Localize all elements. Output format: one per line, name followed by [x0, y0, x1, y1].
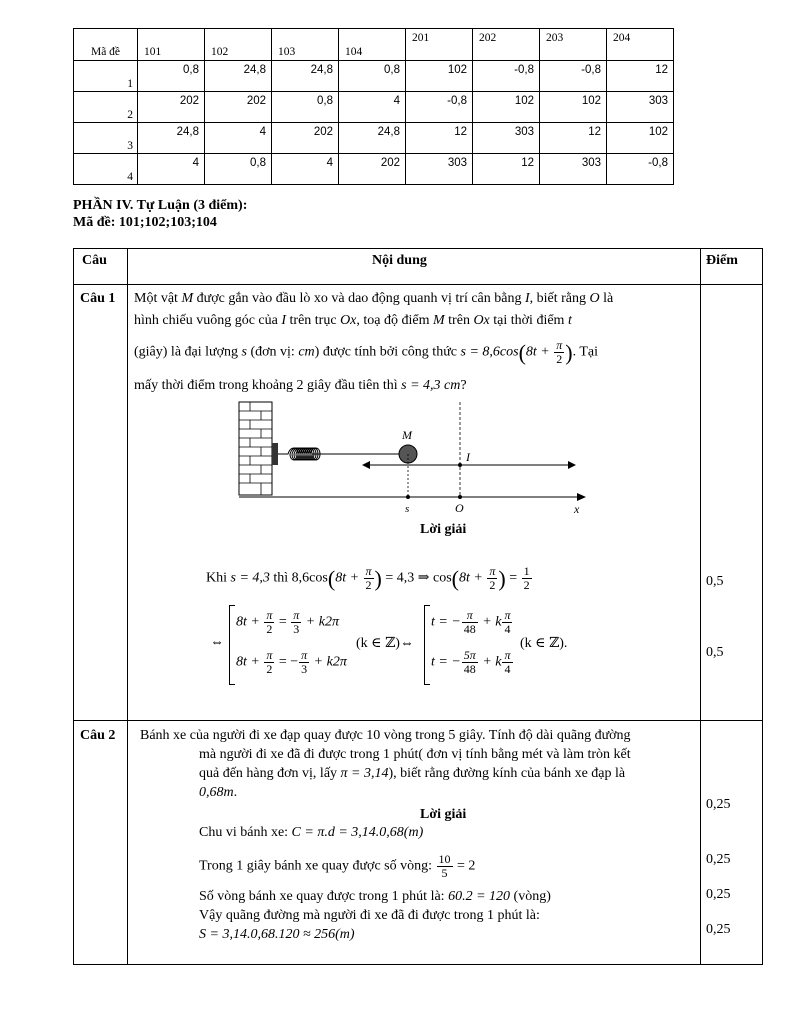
- numerator: π: [556, 338, 563, 352]
- question-1-label: Câu 1: [80, 291, 116, 306]
- section-codes: Mã đề: 101;102;103;104: [73, 215, 217, 230]
- fraction: [462, 609, 478, 636]
- var-ox: Ox: [340, 313, 357, 328]
- formula: π = 3,14: [340, 766, 389, 781]
- denominator: 48: [463, 662, 476, 676]
- var-i: I: [524, 291, 530, 306]
- paren: (: [327, 566, 336, 591]
- text: (vòng): [510, 889, 551, 904]
- text: mấy thời điểm trong khoảng 2 giây đầu tiên thì: [134, 378, 402, 393]
- numerator: π: [504, 608, 511, 622]
- code-header: 102: [205, 29, 272, 61]
- var-m: M: [433, 313, 445, 328]
- question-2-label: Câu 2: [80, 728, 116, 743]
- q2-text-line-1: Bánh xe của người đi xe đạp quay được 10 vòng trong 5 giây. Tính độ dài quãng đường: [140, 728, 631, 743]
- spring-mount: [272, 443, 278, 465]
- numerator: π: [489, 564, 496, 578]
- score: 0,25: [706, 797, 731, 812]
- formula: s = 4,3 cm: [401, 378, 461, 393]
- text: (giây) là đại lượng: [134, 344, 242, 360]
- answer-cell: 102: [540, 92, 607, 123]
- denominator: 2: [489, 578, 496, 592]
- label-i: I: [466, 450, 470, 464]
- answer-key-header-row: [74, 29, 674, 61]
- denominator: 3: [293, 622, 300, 636]
- code-header: 203: [540, 29, 607, 61]
- paren: ): [565, 340, 573, 365]
- answer-cell: -0,8: [473, 61, 540, 92]
- answer-cell: 4: [272, 154, 339, 185]
- text: trên: [444, 313, 474, 328]
- left-arrow-icon: [362, 461, 370, 469]
- fraction: [554, 339, 564, 366]
- solution-table: [73, 248, 763, 965]
- q1-text-line-3: [134, 339, 598, 366]
- fraction: [487, 565, 497, 592]
- q2-text-line-2: mà người đi xe đã đi được trong 1 phút( đơn vị tính bằng mét và làm tròn kết: [199, 747, 631, 762]
- answer-key-row: [74, 123, 674, 154]
- system-bracket: [229, 605, 235, 685]
- answer-key-row: [74, 61, 674, 92]
- k-integer-condition: [356, 635, 414, 652]
- answer-cell: 24,8: [138, 123, 205, 154]
- numerator: 5π: [463, 648, 476, 662]
- iff-symbol: ⇔: [399, 636, 414, 651]
- answer-cell: 202: [272, 123, 339, 154]
- formula: t = −: [431, 614, 461, 630]
- q2-text-line-4: [199, 784, 237, 801]
- answer-cell: 12: [607, 61, 674, 92]
- fraction: [502, 649, 512, 676]
- formula: + k2π: [310, 654, 347, 670]
- answer-key-row: [74, 92, 674, 123]
- brick-wall: [239, 402, 272, 495]
- denominator: 2: [556, 352, 563, 366]
- header-content: Nội dung: [372, 253, 427, 268]
- section-heading: [73, 197, 247, 231]
- paren: ): [374, 566, 382, 591]
- text: tại thời điểm: [489, 313, 568, 328]
- numerator: π: [266, 648, 273, 662]
- formula: thì 8,6cos: [269, 570, 328, 586]
- text: Trong 1 giây bánh xe quay được số vòng:: [199, 858, 436, 874]
- var-t: t: [567, 313, 572, 328]
- q1-text-line-1: [134, 290, 613, 307]
- code-header: 204: [607, 29, 674, 61]
- denominator: 2: [266, 662, 273, 676]
- formula: 0,68m: [199, 785, 234, 800]
- text: ) được tính bởi công thức: [314, 344, 461, 360]
- formula: + k: [478, 614, 502, 630]
- answer-cell: 24,8: [205, 61, 272, 92]
- fraction: [264, 609, 274, 636]
- column-divider: [700, 249, 701, 964]
- formula: s = 4,3: [230, 570, 270, 586]
- row-divider: [74, 720, 762, 721]
- paren: (: [451, 566, 459, 591]
- q1-solution-title: Lời giải: [420, 522, 467, 537]
- formula: = −: [275, 654, 299, 670]
- right-arrow-icon: [568, 461, 576, 469]
- point-o: [458, 495, 462, 499]
- formula: 8t +: [525, 344, 554, 360]
- q2-step-1: [199, 824, 423, 841]
- iff-symbol: ⇔: [210, 635, 224, 650]
- denominator: 3: [301, 662, 308, 676]
- answer-cell: 102: [607, 123, 674, 154]
- x-axis-arrow-icon: [577, 493, 586, 501]
- denominator: 2: [523, 578, 530, 592]
- var-i: I: [281, 313, 287, 328]
- text: , toạ độ điểm: [356, 313, 433, 328]
- numerator: 1: [523, 564, 530, 578]
- text: được gắn vào đầu lò xo và dao động quanh vị trí cân bằng: [193, 291, 525, 306]
- answer-cell: 4: [339, 92, 406, 123]
- numerator: π: [293, 608, 300, 622]
- answer-cell: 303: [540, 154, 607, 185]
- answer-cell: 102: [473, 92, 540, 123]
- row-divider: [74, 284, 762, 285]
- fraction: [502, 609, 512, 636]
- fraction: [522, 565, 532, 592]
- text: Một vật: [134, 291, 182, 306]
- numerator: π: [266, 608, 273, 622]
- text: ?: [460, 378, 467, 393]
- score: 0,25: [706, 922, 731, 937]
- formula: 8t +: [335, 570, 363, 586]
- formula: t = −: [431, 654, 461, 670]
- point-i: [458, 463, 462, 467]
- formula: 8t +: [236, 654, 264, 670]
- score: 0,25: [706, 887, 731, 902]
- formula: = 2: [453, 858, 476, 874]
- denominator: 48: [463, 622, 476, 636]
- code-header: 104: [339, 29, 406, 61]
- point-s: [406, 495, 410, 499]
- q2-solution-title: Lời giải: [420, 807, 467, 822]
- formula: (k ∈ ℤ): [356, 636, 400, 651]
- formula: 60.2 = 120: [448, 889, 511, 904]
- answer-cell: 0,8: [339, 61, 406, 92]
- row-label: 4: [74, 154, 138, 185]
- denominator: 4: [504, 622, 511, 636]
- answer-key-row: [74, 154, 674, 185]
- label-o: O: [455, 501, 464, 515]
- answer-cell: 24,8: [339, 123, 406, 154]
- q1-text-line-2: [134, 312, 572, 329]
- code-header: 103: [272, 29, 339, 61]
- answer-cell: 4: [138, 154, 205, 185]
- q1-step-1: [206, 565, 533, 592]
- denominator: 2: [365, 578, 372, 592]
- answer-key-header-label: Mã đề: [74, 29, 138, 61]
- fraction: [437, 853, 453, 880]
- denominator: 2: [266, 622, 273, 636]
- text: , biết rằng: [529, 291, 590, 306]
- q2-step-5: S = 3,14.0,68.120 ≈ 256(m): [199, 927, 355, 942]
- fraction: [299, 649, 309, 676]
- answer-cell: 303: [473, 123, 540, 154]
- formula: C = π.d = 3,14.0,68(m): [291, 825, 424, 840]
- fraction: [364, 565, 374, 592]
- fraction: [264, 649, 274, 676]
- solution-bracket: [424, 605, 430, 685]
- system-eq-2: [236, 649, 347, 676]
- answer-cell: 4: [205, 123, 272, 154]
- text: Chu vi bánh xe:: [199, 825, 292, 840]
- solution-eq-1: [431, 609, 513, 636]
- q1-text-line-4: [134, 377, 467, 394]
- row-label: 3: [74, 123, 138, 154]
- text: . Tại: [572, 344, 598, 360]
- formula: + k2π: [302, 614, 339, 630]
- formula: + k: [478, 654, 502, 670]
- formula: 8t +: [459, 570, 487, 586]
- fraction: [291, 609, 301, 636]
- answer-cell: 202: [138, 92, 205, 123]
- code-header: 101: [138, 29, 205, 61]
- var-s: s: [241, 344, 247, 360]
- header-score: Điểm: [706, 253, 738, 268]
- section-title: PHẦN IV. Tự Luận (3 điểm):: [73, 198, 248, 213]
- formula: =: [505, 570, 521, 586]
- numerator: 10: [438, 852, 451, 866]
- answer-cell: 202: [339, 154, 406, 185]
- text: là: [599, 291, 614, 306]
- text: quả đến hàng đơn vị, lấy: [199, 766, 341, 781]
- denominator: 5: [441, 866, 448, 880]
- answer-cell: 0,8: [138, 61, 205, 92]
- answer-cell: 0,8: [205, 154, 272, 185]
- numerator: π: [504, 648, 511, 662]
- answer-cell: 303: [607, 92, 674, 123]
- formula: =: [275, 614, 291, 630]
- paren: ): [498, 566, 506, 591]
- answer-cell: -0,8: [540, 61, 607, 92]
- label-s: s: [405, 503, 410, 515]
- answer-cell: 24,8: [272, 61, 339, 92]
- q2-text-line-3: [199, 765, 625, 782]
- answer-cell: 12: [473, 154, 540, 185]
- score: 0,5: [706, 645, 724, 660]
- answer-cell: -0,8: [406, 92, 473, 123]
- row-label: 2: [74, 92, 138, 123]
- answer-cell: 303: [406, 154, 473, 185]
- column-divider: [127, 249, 128, 964]
- solution-eq-2: [431, 649, 514, 676]
- k-integer-condition-final: (k ∈ ℤ).: [520, 636, 568, 651]
- var-ox: Ox: [473, 313, 490, 328]
- text: Khi: [206, 570, 231, 586]
- q2-step-2: [199, 853, 475, 880]
- answer-cell: 102: [406, 61, 473, 92]
- var-o: O: [589, 291, 600, 306]
- label-m: M: [402, 428, 412, 442]
- text: Số vòng bánh xe quay được trong 1 phút là:: [199, 889, 449, 904]
- answer-cell: 12: [406, 123, 473, 154]
- numerator: π: [365, 564, 372, 578]
- label-x: x: [574, 502, 580, 516]
- q2-step-4: Vậy quãng đường mà người đi xe đã đi được trong 1 phút là:: [199, 908, 540, 923]
- text: hình chiếu vuông góc của: [134, 313, 282, 328]
- row-label: 1: [74, 61, 138, 92]
- denominator: 4: [504, 662, 511, 676]
- header-question: Câu: [82, 253, 107, 268]
- fraction: [462, 649, 478, 676]
- score: 0,25: [706, 852, 731, 867]
- answer-cell: 202: [205, 92, 272, 123]
- formula: = 4,3 ⇒ cos: [381, 570, 452, 586]
- code-header: 202: [473, 29, 540, 61]
- answer-key-table: [73, 28, 674, 185]
- text: trên trục: [286, 313, 341, 328]
- answer-cell: 0,8: [272, 92, 339, 123]
- code-header: 201: [406, 29, 473, 61]
- text: ), biết rằng đường kính của bánh xe đạp là: [388, 766, 626, 781]
- formula: 8t +: [236, 614, 264, 630]
- spring-coil: [278, 448, 400, 460]
- paren: (: [518, 340, 526, 365]
- text: .: [233, 785, 238, 800]
- numerator: π: [462, 609, 478, 623]
- system-eq-1: [236, 609, 339, 636]
- text: (đơn vị:: [246, 344, 299, 360]
- formula: s = 8,6cos: [460, 344, 519, 360]
- var-m: M: [181, 291, 194, 306]
- unit-cm: cm: [298, 344, 315, 360]
- numerator: π: [301, 648, 308, 662]
- score: 0,5: [706, 574, 724, 589]
- spring-diagram: [234, 397, 594, 517]
- answer-cell: 12: [540, 123, 607, 154]
- q2-step-3: [199, 888, 551, 905]
- answer-cell: -0,8: [607, 154, 674, 185]
